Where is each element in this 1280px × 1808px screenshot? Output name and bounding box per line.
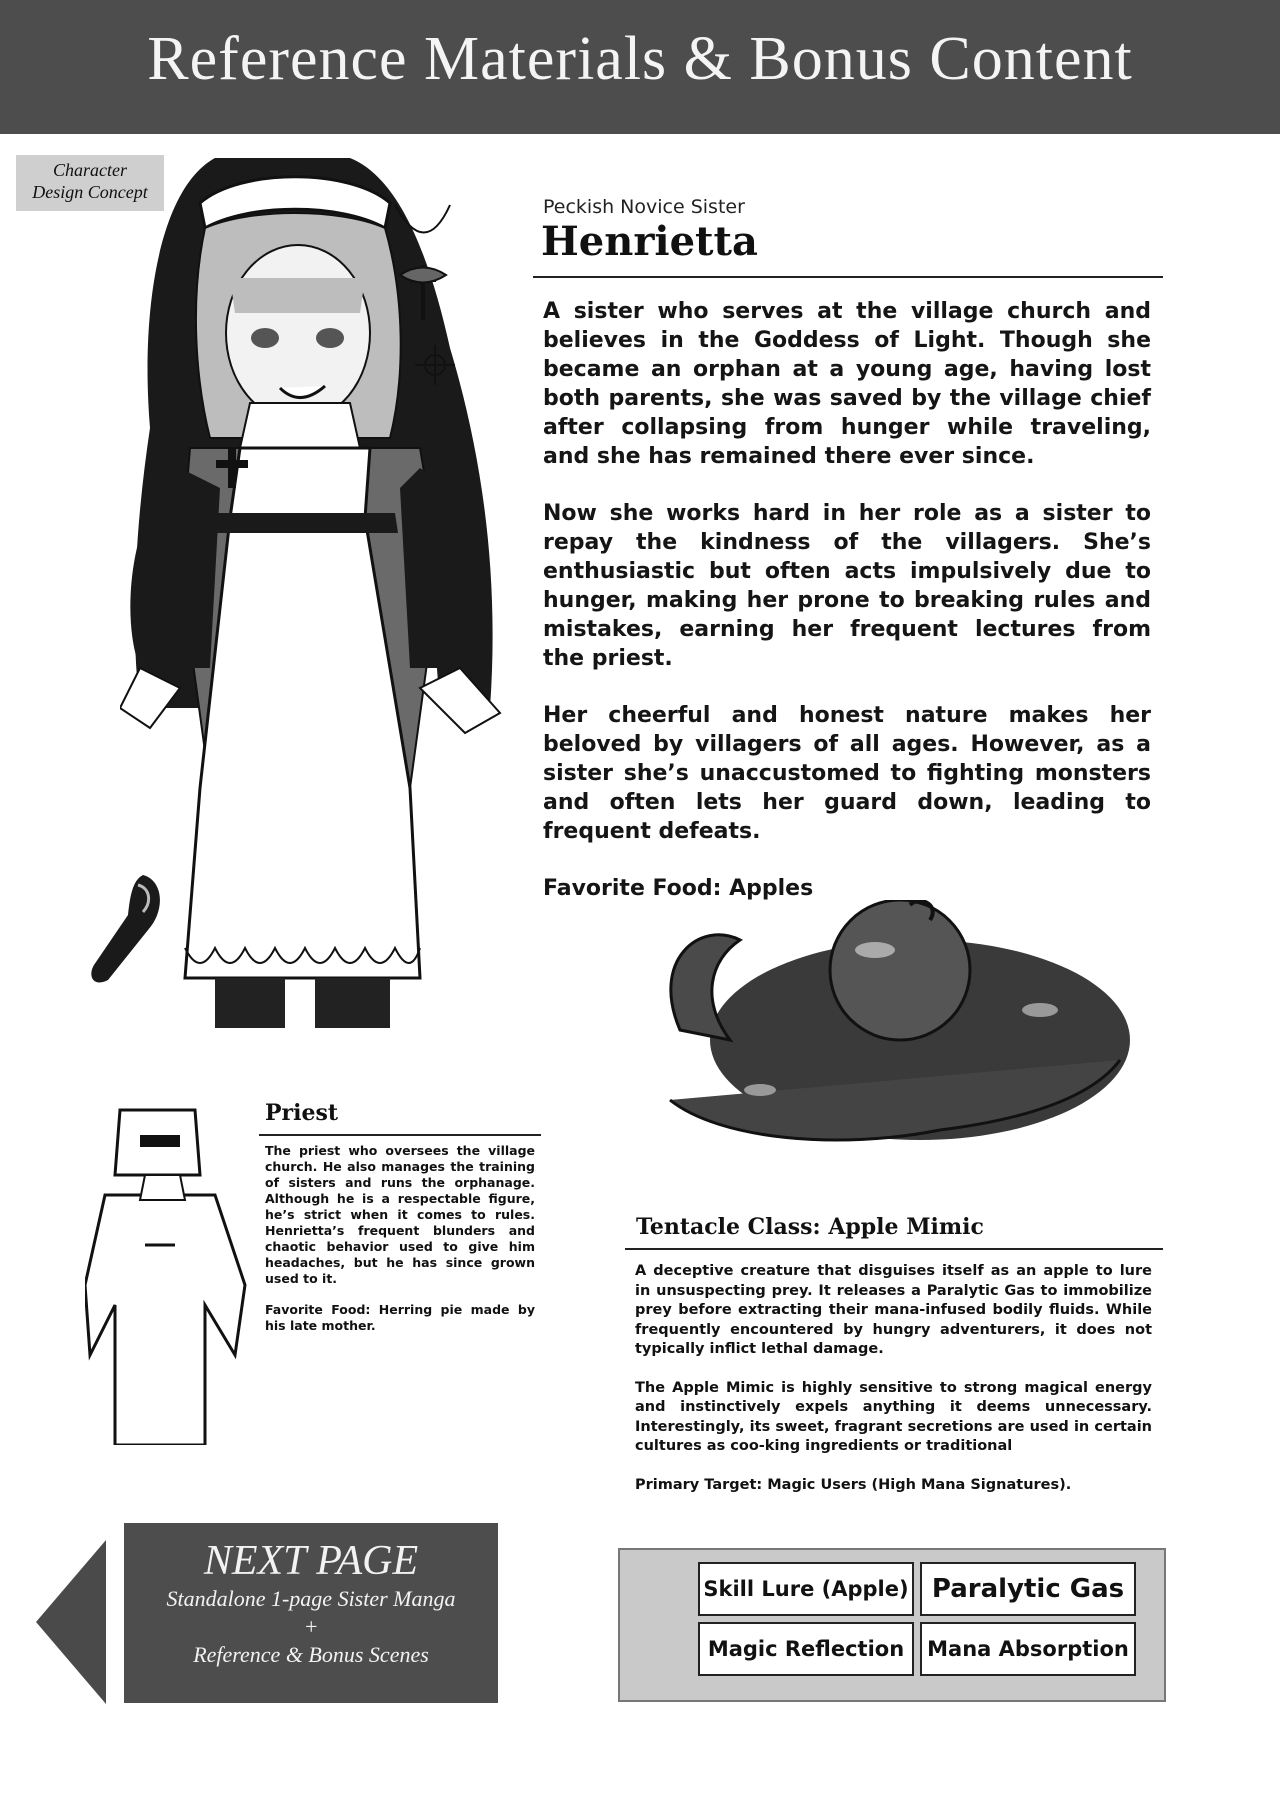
back-arrow-icon[interactable] bbox=[36, 1540, 106, 1704]
apple-mimic-illustration bbox=[640, 900, 1140, 1160]
character-subtitle: Peckish Novice Sister bbox=[543, 196, 745, 218]
description-paragraph: A deceptive creature that disguises itself as an apple to lure in unsuspecting prey. It releases a Paralytic Gas to immobilize prey before extracting their mana-infused bodily fluids. While frequently encountered by hungry adventurers, it does not typically inflict lethal damage. bbox=[635, 1263, 1152, 1357]
priest-illustration bbox=[85, 1105, 255, 1445]
skill-paralytic-gas: Paralytic Gas bbox=[920, 1562, 1136, 1616]
next-page-line1: Standalone 1-page Sister Manga bbox=[166, 1586, 456, 1611]
skill-lure-apple: Skill Lure (Apple) bbox=[698, 1562, 914, 1616]
character-name: Henrietta bbox=[541, 218, 758, 265]
page-header bbox=[0, 0, 1280, 134]
description-paragraph: Now she works hard in her role as a sister to repay the kindness of the villagers. She’s enthusiastic but often acts impulsively due to hunger, making her prone to breaking rules and mistakes, earning her frequent lectures from the priest. bbox=[543, 501, 1151, 671]
mimic-name: Tentacle Class: Apple Mimic bbox=[636, 1214, 984, 1240]
favorite-food: Favorite Food: Apples bbox=[543, 876, 814, 901]
divider bbox=[259, 1134, 541, 1136]
character-description bbox=[543, 297, 1151, 931]
divider bbox=[533, 276, 1163, 278]
description-paragraph: The Apple Mimic is highly sensitive to strong magical energy and instinctively expels anything it deems unnecessary. Interestingly, its sweet, fragrant secretions are used in certain cultures as coo-king ingredients or traditional bbox=[635, 1379, 1152, 1454]
page-title: Reference Materials & Bonus Content bbox=[147, 25, 1133, 93]
skills-panel bbox=[618, 1548, 1166, 1702]
concept-tag-line2: Design Concept bbox=[32, 182, 148, 202]
shoe-illustration bbox=[88, 870, 168, 990]
description-paragraph: A sister who serves at the village church and believes in the Goddess of Light. Though she became an orphan at a young age, having lost both parents, she was saved by the village chief after collapsing from hunger while traveling, and she has remained there ever since. bbox=[543, 299, 1151, 469]
next-page-plus: + bbox=[303, 1614, 319, 1639]
skill-magic-reflection: Magic Reflection bbox=[698, 1622, 914, 1676]
next-page-box[interactable] bbox=[124, 1523, 498, 1703]
next-page-title: NEXT PAGE bbox=[203, 1538, 419, 1584]
henrietta-illustration bbox=[120, 148, 520, 1028]
description-paragraph: The priest who oversees the village church. He also manages the training of sisters and runs the orphanage. Although he is a respectable figure, he’s strict when it comes to rules. Henrietta’s frequent blunders and chaotic behavior used to give him headaches, but he has since grown used to it. bbox=[265, 1143, 535, 1286]
divider bbox=[625, 1248, 1163, 1250]
priest-description bbox=[265, 1143, 535, 1349]
concept-tag-line1: Character bbox=[53, 160, 127, 180]
primary-target: Primary Target: Magic Users (High Mana Signatures). bbox=[635, 1476, 1072, 1493]
favorite-food: Favorite Food: Herring pie made by his late mother. bbox=[265, 1302, 535, 1333]
priest-name: Priest bbox=[265, 1100, 339, 1126]
pendant-illustration bbox=[390, 200, 460, 390]
mimic-description bbox=[635, 1262, 1152, 1514]
description-paragraph: Her cheerful and honest nature makes her beloved by villagers of all ages. However, as a sister she’s unaccustomed to fighting monsters and often lets her guard down, leading to frequent defeats. bbox=[543, 703, 1151, 844]
next-page-line2: Reference & Bonus Scenes bbox=[193, 1642, 429, 1667]
skill-mana-absorption: Mana Absorption bbox=[920, 1622, 1136, 1676]
